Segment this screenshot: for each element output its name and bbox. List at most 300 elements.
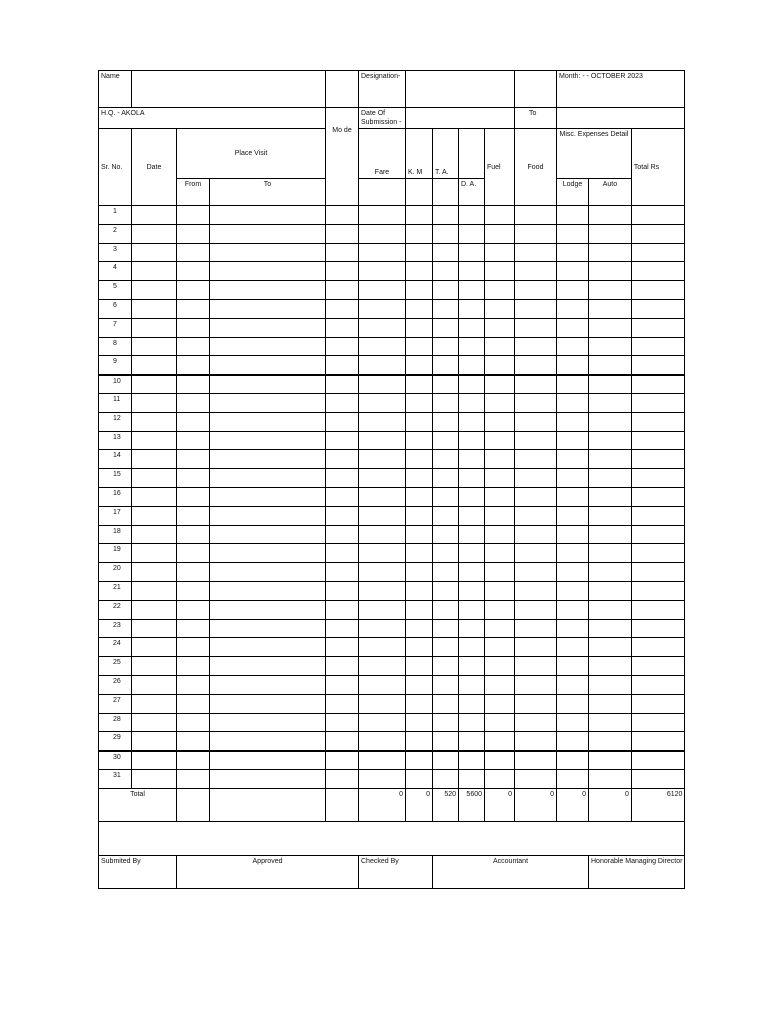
entry-cell [459,281,485,300]
sr-no-cell: 3 [99,243,132,262]
entry-cell [515,375,557,394]
entry-cell [406,544,433,563]
entry-cell [631,243,685,262]
entry-cell [515,469,557,488]
ta-header: T. A. [433,129,459,179]
table-row [99,487,685,506]
table-row [99,337,685,356]
entry-cell [326,299,359,318]
month-label: Month: - - OCTOBER 2023 [557,71,685,108]
entry-cell [557,393,589,412]
entry-cell [326,600,359,619]
entry-cell [406,375,433,394]
entry-cell [406,525,433,544]
entry-cell [485,356,515,375]
entry-cell [515,581,557,600]
table-row [99,469,685,488]
entry-cell [557,281,589,300]
entry-cell [433,638,459,657]
entry-cell [433,262,459,281]
entry-cell [589,224,632,243]
entry-cell [631,450,685,469]
sr-no-cell: 25 [99,657,132,676]
entry-cell [359,375,406,394]
entry-cell [359,469,406,488]
table-row [99,600,685,619]
km-header: K. M [406,129,433,179]
entry-cell [589,243,632,262]
entry-cell [515,732,557,751]
entry-cell [631,713,685,732]
sr-no-cell: 17 [99,506,132,525]
entry-cell [433,281,459,300]
entry-cell [631,281,685,300]
entry-cell [406,563,433,582]
entry-cell [210,675,326,694]
entry-cell [631,224,685,243]
sr-no-cell: 26 [99,675,132,694]
entry-cell [631,206,685,225]
entry-cell [557,581,589,600]
sr-no-cell: 27 [99,694,132,713]
entry-cell [326,262,359,281]
entry-cell [515,412,557,431]
entry-cell [359,544,406,563]
entry-cell [326,337,359,356]
entry-cell [406,506,433,525]
entry-cell [485,243,515,262]
entry-cell [557,751,589,770]
entry-cell [177,563,210,582]
entry-cell [326,506,359,525]
entry-cell [406,751,433,770]
entry-cell [406,657,433,676]
table-row [99,544,685,563]
food-header: Food [515,129,557,206]
entry-cell [459,544,485,563]
entry-cell [631,544,685,563]
entry-cell [589,563,632,582]
entry-cell [326,732,359,751]
entry-cell [557,412,589,431]
entry-cell [210,356,326,375]
entry-cell [210,337,326,356]
entry-cell [557,732,589,751]
entry-cell [406,281,433,300]
entry-cell [177,318,210,337]
entry-cell [589,450,632,469]
entry-cell [557,337,589,356]
sr-no-cell: 1 [99,206,132,225]
entry-cell [589,751,632,770]
entry-cell [210,431,326,450]
sr-no-cell: 31 [99,769,132,788]
entry-cell [326,675,359,694]
entry-cell [459,206,485,225]
entry-cell [485,751,515,770]
entry-cell [515,224,557,243]
table-row [99,732,685,751]
entry-cell [210,412,326,431]
entry-cell [485,412,515,431]
entry-cell [485,657,515,676]
total-rs: 6120 [631,788,685,821]
entry-cell [210,638,326,657]
entry-cell [406,224,433,243]
table-row [99,675,685,694]
entry-cell [177,469,210,488]
entry-cell [589,638,632,657]
entry-cell [210,243,326,262]
entry-cell [326,525,359,544]
entry-cell [132,375,177,394]
entry-cell [177,713,210,732]
auto-header: Auto [589,179,632,206]
entry-cell [177,600,210,619]
entry-cell [515,393,557,412]
entry-cell [406,318,433,337]
sr-no-cell: 4 [99,262,132,281]
entry-cell [359,281,406,300]
entry-cell [210,732,326,751]
entry-cell [589,525,632,544]
entry-cell [359,694,406,713]
entry-cell [326,563,359,582]
entry-cell [132,262,177,281]
entry-cell [515,299,557,318]
total-auto: 0 [589,788,632,821]
entry-cell [177,487,210,506]
designation-field [406,71,515,108]
entry-cell [557,206,589,225]
blank-cell [359,179,406,206]
entry-cell [631,469,685,488]
entry-cell [485,769,515,788]
entry-cell [631,732,685,751]
entry-cell [210,544,326,563]
entry-cell [132,544,177,563]
entry-cell [459,638,485,657]
entry-cell [459,751,485,770]
entry-cell [589,694,632,713]
entry-cell [459,563,485,582]
entry-cell [433,600,459,619]
entry-cell [210,206,326,225]
entry-cell [406,600,433,619]
entry-cell [326,450,359,469]
entry-cell [515,638,557,657]
table-row [99,206,685,225]
entry-cell [210,769,326,788]
entry-cell [359,657,406,676]
entry-cell [515,525,557,544]
managing-director-label: Honorable Managing Director [589,855,685,888]
entry-cell [406,769,433,788]
total-lodge: 0 [557,788,589,821]
entry-cell [433,393,459,412]
entry-cell [515,563,557,582]
entry-cell [485,375,515,394]
entry-cell [406,694,433,713]
entry-cell [557,487,589,506]
entry-cell [589,412,632,431]
entry-cell [177,694,210,713]
entry-cell [132,299,177,318]
entry-cell [631,375,685,394]
sr-no-cell: 10 [99,375,132,394]
entry-cell [459,732,485,751]
mode-header: Mo de [326,108,359,206]
entry-cell [459,412,485,431]
entry-cell [132,318,177,337]
entry-rows [99,206,685,789]
accountant-label: Accountant [433,855,589,888]
entry-cell [132,694,177,713]
entry-cell [515,506,557,525]
sr-no-cell: 20 [99,563,132,582]
entry-cell [132,563,177,582]
entry-cell [557,657,589,676]
entry-cell [177,243,210,262]
entry-cell [631,299,685,318]
entry-cell [631,356,685,375]
entry-cell [433,450,459,469]
entry-cell [589,544,632,563]
entry-cell [485,525,515,544]
entry-cell [210,694,326,713]
entry-cell [406,299,433,318]
entry-cell [631,337,685,356]
entry-cell [406,356,433,375]
entry-cell [557,769,589,788]
sr-no-cell: 2 [99,224,132,243]
entry-cell [326,657,359,676]
entry-cell [459,581,485,600]
entry-cell [359,337,406,356]
entry-cell [433,544,459,563]
entry-cell [433,525,459,544]
entry-cell [631,694,685,713]
table-row [99,525,685,544]
entry-cell [210,619,326,638]
entry-cell [459,299,485,318]
entry-cell [631,675,685,694]
entry-cell [459,262,485,281]
blank-cell [515,71,557,108]
blank-cell [177,788,210,821]
entry-cell [515,318,557,337]
entry-cell [326,412,359,431]
entry-cell [459,318,485,337]
to-header: To [210,179,326,206]
name-field [132,71,326,108]
entry-cell [433,751,459,770]
entry-cell [459,356,485,375]
table-row [99,751,685,770]
entry-cell [589,713,632,732]
entry-cell [515,544,557,563]
entry-cell [177,619,210,638]
entry-cell [515,675,557,694]
entry-cell [177,450,210,469]
entry-cell [359,450,406,469]
entry-cell [359,732,406,751]
table-row [99,713,685,732]
entry-cell [359,675,406,694]
approved-label: Approved [177,855,359,888]
entry-cell [557,506,589,525]
sr-no-cell: 24 [99,638,132,657]
to-label: To [515,108,557,129]
submitted-by-label: Submited By [99,855,177,888]
entry-cell [589,732,632,751]
entry-cell [210,262,326,281]
date-of-submission-label: Date Of Submission - [359,108,406,129]
entry-cell [459,769,485,788]
entry-cell [132,224,177,243]
entry-cell [433,675,459,694]
entry-cell [177,732,210,751]
entry-cell [515,694,557,713]
entry-cell [326,581,359,600]
lodge-header: Lodge [557,179,589,206]
blank-cell [459,129,485,179]
entry-cell [515,751,557,770]
entry-cell [433,299,459,318]
entry-cell [557,544,589,563]
sr-no-cell: 22 [99,600,132,619]
entry-cell [359,356,406,375]
entry-cell [589,657,632,676]
entry-cell [631,412,685,431]
remarks-area [99,821,685,855]
entry-cell [132,206,177,225]
entry-cell [485,713,515,732]
entry-cell [589,619,632,638]
entry-cell [326,375,359,394]
entry-cell [326,751,359,770]
entry-cell [485,694,515,713]
entry-cell [485,469,515,488]
entry-cell [326,544,359,563]
entry-cell [459,375,485,394]
entry-cell [515,337,557,356]
entry-cell [515,450,557,469]
entry-cell [433,563,459,582]
entry-cell [359,431,406,450]
entry-cell [485,318,515,337]
sr-no-cell: 11 [99,393,132,412]
entry-cell [326,619,359,638]
entry-cell [515,431,557,450]
sr-no-cell: 28 [99,713,132,732]
entry-cell [359,600,406,619]
entry-cell [433,224,459,243]
entry-cell [631,563,685,582]
entry-cell [485,262,515,281]
entry-cell [433,581,459,600]
entry-cell [433,206,459,225]
entry-cell [132,751,177,770]
entry-cell [210,281,326,300]
entry-cell [631,525,685,544]
entry-cell [557,675,589,694]
entry-cell [177,525,210,544]
entry-cell [459,450,485,469]
entry-cell [326,487,359,506]
total-label: Total [99,788,177,821]
sr-no-cell: 12 [99,412,132,431]
entry-cell [359,393,406,412]
entry-cell [132,356,177,375]
entry-cell [485,337,515,356]
entry-cell [132,412,177,431]
entry-cell [557,450,589,469]
entry-cell [210,563,326,582]
entry-cell [132,581,177,600]
date-header: Date [132,129,177,206]
sr-no-cell: 18 [99,525,132,544]
entry-cell [210,525,326,544]
entry-cell [589,769,632,788]
entry-cell [132,525,177,544]
entry-cell [589,206,632,225]
entry-cell [406,393,433,412]
entry-cell [557,694,589,713]
entry-cell [326,713,359,732]
fare-header: Fare [359,129,406,179]
entry-cell [132,732,177,751]
entry-cell [326,769,359,788]
entry-cell [406,638,433,657]
entry-cell [177,638,210,657]
entry-cell [210,487,326,506]
entry-cell [210,375,326,394]
entry-cell [326,224,359,243]
table-row [99,769,685,788]
entry-cell [406,732,433,751]
entry-cell [485,224,515,243]
entry-cell [406,431,433,450]
entry-cell [631,769,685,788]
entry-cell [557,713,589,732]
table-row [99,450,685,469]
entry-cell [459,393,485,412]
total-rs-header: Total Rs [631,129,685,206]
entry-cell [589,675,632,694]
entry-cell [132,431,177,450]
entry-cell [177,375,210,394]
place-visit-header: Place Visit [177,129,326,179]
entry-cell [589,375,632,394]
entry-cell [406,581,433,600]
total-da: 5600 [459,788,485,821]
entry-cell [557,638,589,657]
entry-cell [485,638,515,657]
entry-cell [433,431,459,450]
entry-cell [557,318,589,337]
table-row [99,657,685,676]
entry-cell [459,224,485,243]
sr-no-cell: 14 [99,450,132,469]
sr-no-cell: 16 [99,487,132,506]
submission-date-field [406,108,515,129]
entry-cell [132,675,177,694]
entry-cell [359,506,406,525]
entry-cell [459,657,485,676]
entry-cell [485,487,515,506]
entry-cell [557,525,589,544]
